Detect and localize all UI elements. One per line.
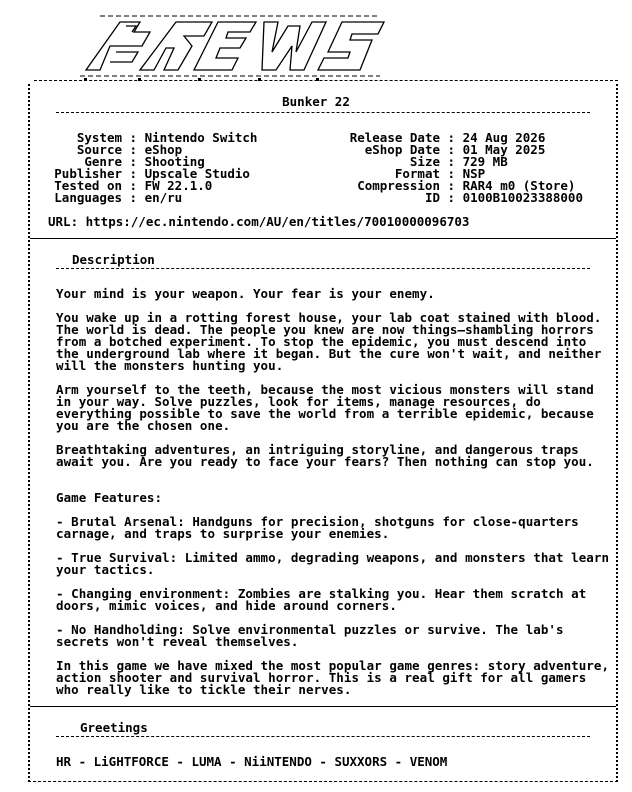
description-paragraph: Your mind is your weapon. Your fear is your enemy. — [56, 286, 435, 301]
feature-item: - True Survival: Limited ammo, degrading weapons, and monsters that learn your tactics. — [56, 550, 610, 577]
info-row-source: Source : eShop — [76, 142, 183, 157]
description-paragraph: Breathtaking adventures, an intriguing storyline, and dangerous traps await you. Are you ready to face your fears? Then nothing can stop you. — [56, 442, 594, 469]
greetings-rule — [56, 736, 590, 737]
info-row-eshop-date: eShop Date : 01 May 2025 — [364, 142, 546, 157]
frame-top-rule — [34, 80, 618, 81]
description-rule — [56, 268, 590, 269]
info-row-tested-on: Tested on : FW 22.1.0 — [54, 178, 213, 193]
description-paragraph: In this game we have mixed the most popular game genres: story adventure, action shooter and survival horror. This is a real gift for all gamers who really like to tickle their nerves. — [56, 658, 610, 697]
greetings-heading: Greetings — [80, 720, 148, 735]
section-separator — [30, 706, 616, 707]
feature-item: - Brutal Arsenal: Handguns for precision, shotguns for close-quarters carnage, and traps to surprise your enemies. — [56, 514, 579, 541]
info-row-compression: Compression : RAR4 m0 (Store) — [357, 178, 576, 193]
features-heading: Game Features: — [56, 490, 163, 505]
description-heading: Description — [72, 252, 155, 267]
info-row-system: System : Nintendo Switch — [76, 130, 258, 145]
feature-item: - Changing environment: Zombies are stalking you. Hear them scratch at doors, mimic voices, and hide around corners. — [56, 586, 587, 613]
info-row-release-date: Release Date : 24 Aug 2026 — [349, 130, 546, 145]
info-row-size: Size : 729 MB — [409, 154, 508, 169]
brews-logo — [80, 12, 390, 84]
release-title: Bunker 22 — [282, 94, 350, 109]
description-paragraph: Arm yourself to the teeth, because the most vicious monsters will stand in your way. Solve puzzles, look for items, manage resources, do everything possible to save the world from a terrible epidemic, because you are the chosen one. — [56, 382, 594, 433]
info-row-format: Format : NSP — [394, 166, 486, 181]
info-row-publisher: Publisher : Upscale Studio — [54, 166, 250, 181]
info-row-genre: Genre : Shooting — [84, 154, 205, 169]
title-rule — [56, 112, 590, 113]
feature-item: - No Handholding: Solve environmental puzzles or survive. The lab's secrets won't reveal themselves. — [56, 622, 564, 649]
info-row-languages: Languages : en/ru — [54, 190, 183, 205]
url-line[interactable]: URL: https://ec.nintendo.com/AU/en/titles/70010000096703 — [48, 214, 470, 229]
description-paragraph: You wake up in a rotting forest house, your lab coat stained with blood. The world is dead. The people you knew are now things—shambling horrors from a botched experiment. To stop the epidemic, you must descend into the underground lab where it began. But the cure won't wait, and neither will the monsters hunting you. — [56, 310, 602, 373]
section-separator — [30, 238, 616, 239]
greetings-list: HR - LiGHTFORCE - LUMA - NiiNTENDO - SUXXORS - VENOM — [56, 754, 448, 769]
info-row-id: ID : 0100B10023388000 — [424, 190, 583, 205]
